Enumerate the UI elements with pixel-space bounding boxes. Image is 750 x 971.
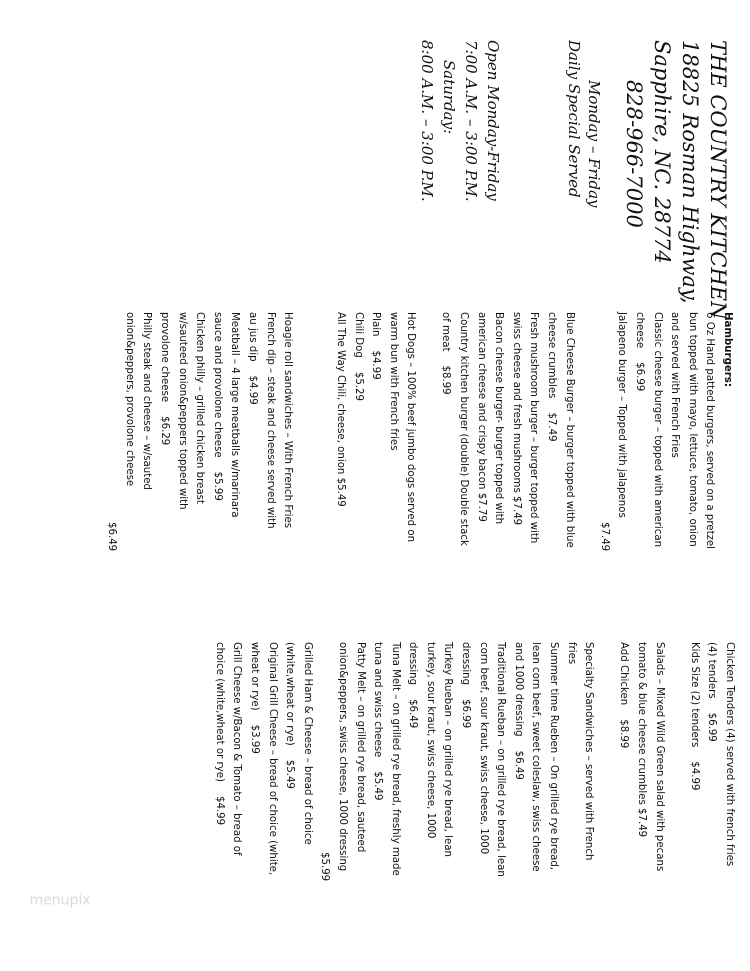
- menu-text: Grilled Ham & Cheese – bread of choice: [301, 642, 313, 845]
- weekday-hours: 7:00 A.M. – 3:00 P.M.: [462, 40, 480, 202]
- menu-text: warm bun with French fries: [387, 312, 399, 451]
- menu-line: [490, 312, 508, 632]
- menu-line: [509, 642, 527, 962]
- menu-line: [349, 312, 367, 632]
- menu-line: [632, 642, 650, 962]
- menu-text: and 1000 dressing: [512, 642, 524, 737]
- menu-line: [701, 312, 719, 632]
- menu-line: [507, 312, 525, 632]
- phone-number: 828-966-7000: [622, 80, 646, 228]
- menu-text: Classic cheese burger – topped with american: [651, 312, 663, 548]
- menu-text: Summer time Rueben – On grilled rye bread,: [548, 642, 560, 871]
- menu-line: [314, 312, 332, 632]
- menu-line: [683, 312, 701, 632]
- menu-line: [155, 312, 173, 632]
- saturday-hours: 8:00 A.M. – 3:00 P.M.: [418, 40, 436, 202]
- menu-text: Kids Size (2) tenders: [688, 642, 700, 748]
- watermark: menupix: [29, 892, 91, 909]
- menu-price: $4.99: [688, 761, 700, 791]
- menu-price: $8.99: [440, 365, 452, 395]
- days-line: Monday – Friday: [585, 80, 603, 208]
- menu-line: [384, 312, 402, 632]
- menu-line: [386, 642, 404, 962]
- menu-line: [173, 312, 191, 632]
- menu-price: $5.99: [211, 471, 223, 501]
- menu-price: $3.99: [248, 724, 260, 754]
- menu-line: [404, 642, 422, 962]
- daily-special-line: Daily Special Served: [565, 40, 583, 198]
- menu-line: [595, 312, 613, 632]
- menu-line: [281, 642, 299, 962]
- menu-line: [243, 312, 261, 632]
- menu-text: lean corn beef, sweet coleslaw, swiss cheese: [530, 642, 542, 872]
- menu-text: Turkey Rueban – on grilled rye bread, lean: [442, 642, 454, 857]
- menu-text: corn beef, sour kraut, swiss cheese, 1000: [477, 642, 489, 855]
- menu-line: [228, 642, 246, 962]
- menu-line: [138, 312, 156, 632]
- menu-text: choice (white,wheat or rye): [213, 642, 225, 782]
- address-line-1: 18825 Rosman Highway,: [678, 40, 702, 304]
- menu-price: $6.99: [706, 712, 718, 742]
- menu-text: Specialty Sandwiches – served with French: [583, 642, 595, 861]
- menu-text: Chicken philly – grilled chicken breast: [194, 312, 206, 504]
- menu-text: Salads – Mixed Wild Green salad with pecans: [653, 642, 665, 872]
- menu-price: $6.49: [407, 699, 419, 729]
- menu-text: Fresh mushroom burger – burger topped with: [528, 312, 540, 544]
- menu-line: [527, 642, 545, 962]
- menu-text: cheese crumbles: [546, 312, 558, 399]
- menu-text: onion&peppers, provolone cheese: [123, 312, 135, 487]
- menu-line: [331, 312, 349, 632]
- menu-line: [560, 312, 578, 632]
- menu-price: $6.99: [634, 362, 646, 392]
- menu-text: Blue Cheese Burger – burger topped with blue: [563, 312, 575, 548]
- menu-line: [580, 642, 598, 962]
- menu-text: Jalapeno burger – Topped with jalapenos: [616, 312, 628, 518]
- menu-text: Chicken Tenders (4) served with french fries: [724, 642, 735, 867]
- menu-text: Hamburgers:: [722, 312, 733, 387]
- menu-price: $5.49: [284, 759, 296, 789]
- menu-line: [613, 312, 631, 632]
- menu-text: Plain: [370, 312, 382, 337]
- menu-line: [208, 312, 226, 632]
- menu-line: [630, 312, 648, 632]
- menu-line: [455, 312, 473, 632]
- menu-line: [668, 642, 686, 962]
- menu-text: Country kitchen burger (double) Double stack: [458, 312, 470, 546]
- menu-price: $5.99: [319, 852, 331, 882]
- menu-line: [279, 312, 297, 632]
- menu-line: [316, 642, 334, 962]
- menu-text: fries: [565, 642, 577, 665]
- menu-line: [472, 312, 490, 632]
- menu-line: [296, 312, 314, 632]
- menu-line: [226, 312, 244, 632]
- menu-line: [367, 312, 385, 632]
- menu-price: $5.49: [372, 771, 384, 801]
- menu-text: Traditional Rueban – on grilled rye bread, lean: [495, 642, 507, 877]
- menu-line: [298, 642, 316, 962]
- menu-text: wheat or rye): [248, 642, 260, 711]
- menu-text: provolone cheese: [159, 312, 170, 403]
- menu-text: au jus dip: [246, 312, 258, 362]
- menu-text: (white,wheat or rye): [284, 642, 296, 746]
- menu-line: [191, 312, 209, 632]
- menu-text: Meatball – 4 large meatballs w/marinara: [229, 312, 241, 518]
- open-days: Open Monday-Friday: [484, 40, 502, 201]
- menu-line: [421, 642, 439, 962]
- menu-line: [578, 312, 596, 632]
- menu-price: $4.99: [246, 375, 258, 405]
- menu-text: Tuna Melt – on grilled rye bread, freshly made: [389, 642, 401, 876]
- menu-text: american cheese and crispy bacon $7.79: [475, 312, 487, 522]
- menu-price: $6.99: [460, 699, 472, 729]
- menu-line: [351, 642, 369, 962]
- menu-text: Grill Cheese w/Bacon & Tomato – bread of: [231, 642, 243, 856]
- menu-text: cheese: [634, 312, 646, 349]
- menu-line: [650, 642, 668, 962]
- menu-line: [245, 642, 263, 962]
- menu-line: [419, 312, 437, 632]
- menu-price: $7.49: [598, 522, 610, 552]
- header-block: [416, 40, 732, 340]
- menu-text: bun topped with mayo, lettuce, tomato, onion: [686, 312, 698, 547]
- menu-line: [474, 642, 492, 962]
- menu-text: and served with French Fries: [669, 312, 681, 458]
- menu-price: $6.49: [512, 750, 524, 780]
- menu-line: [648, 312, 666, 632]
- menu-text: dressing: [460, 642, 472, 686]
- menu-text: Bacon cheese burger- burger topped with: [493, 312, 505, 525]
- menu-text: of meat: [440, 312, 452, 352]
- menu-line: [685, 642, 703, 962]
- menu-price: $6.29: [159, 416, 170, 446]
- menu-column-2: [210, 642, 738, 962]
- menu-text: (4) tenders: [706, 642, 718, 699]
- menu-line: [437, 312, 455, 632]
- menu-price: $5.29: [352, 371, 364, 402]
- menu-text: French dip – steak and cheese served with: [264, 312, 276, 529]
- menu-line: [720, 642, 738, 962]
- menu-line: [120, 312, 138, 632]
- menu-text: Chili Dog: [352, 312, 364, 358]
- restaurant-name: THE COUNTRY KITCHEN: [706, 40, 730, 320]
- menu-line: [103, 312, 121, 632]
- menu-line: [562, 642, 580, 962]
- menu-text: Add Chicken: [618, 642, 630, 706]
- menu-line: [615, 642, 633, 962]
- menu-price: $4.99: [370, 350, 382, 380]
- menu-price: $7.49: [546, 412, 558, 442]
- menu-text: Patty Melt – on grilled rye bread, sauteed: [354, 642, 366, 853]
- menu-line: [402, 312, 420, 632]
- menu-text: onion&peppers, swiss cheese, 1000 dressing: [336, 642, 348, 872]
- menu-line: [457, 642, 475, 962]
- menu-text: swiss cheese and fresh mushrooms $7.49: [510, 312, 522, 526]
- menu-line: [544, 642, 562, 962]
- menu-text: 6 Oz Hand patted burgers, served on a pretzel: [704, 312, 716, 550]
- menu-text: Philly steak and cheese – w/sauted: [141, 312, 153, 490]
- menu-line: [263, 642, 281, 962]
- menu-price: $4.99: [213, 795, 225, 826]
- menu-text: w/sauteed onion&peppers topped with: [176, 312, 188, 510]
- menu-column-1: [103, 312, 736, 632]
- menu-text: turkey, sour kraut, swiss cheese, 1000: [424, 642, 436, 839]
- saturday-label: Saturday:: [440, 60, 458, 135]
- menu-line: [666, 312, 684, 632]
- menu-line: [210, 642, 228, 962]
- menu-price: $8.99: [618, 719, 630, 749]
- menu-text: sauce and provolone cheese: [211, 312, 223, 458]
- menu-text: Hoagie roll sandwiches – With French Fries: [282, 312, 294, 529]
- address-line-2: Sapphire, NC. 28774: [650, 40, 674, 264]
- menu-line: [703, 642, 721, 962]
- menu-line: [492, 642, 510, 962]
- menu-line: [718, 312, 736, 632]
- menu-text: tomato & blue cheese crumbles $7.49: [636, 642, 648, 838]
- menu-text: All The Way Chili, cheese, onion $5.49: [334, 312, 346, 507]
- menu-line: [439, 642, 457, 962]
- menu-text: Original Grill Cheese – bread of choice (white,: [266, 642, 278, 876]
- menu-text: dressing: [407, 642, 419, 686]
- menu-line: [597, 642, 615, 962]
- menu-line: [542, 312, 560, 632]
- menu-line: [333, 642, 351, 962]
- menu-price: $6.49: [106, 522, 118, 552]
- menu-text: Hot Dogs – 100% beef jumbo dogs served on: [405, 312, 417, 543]
- menu-text: tuna and swiss cheese: [372, 642, 384, 758]
- menu-line: [261, 312, 279, 632]
- menu-line: [525, 312, 543, 632]
- menu-line: [369, 642, 387, 962]
